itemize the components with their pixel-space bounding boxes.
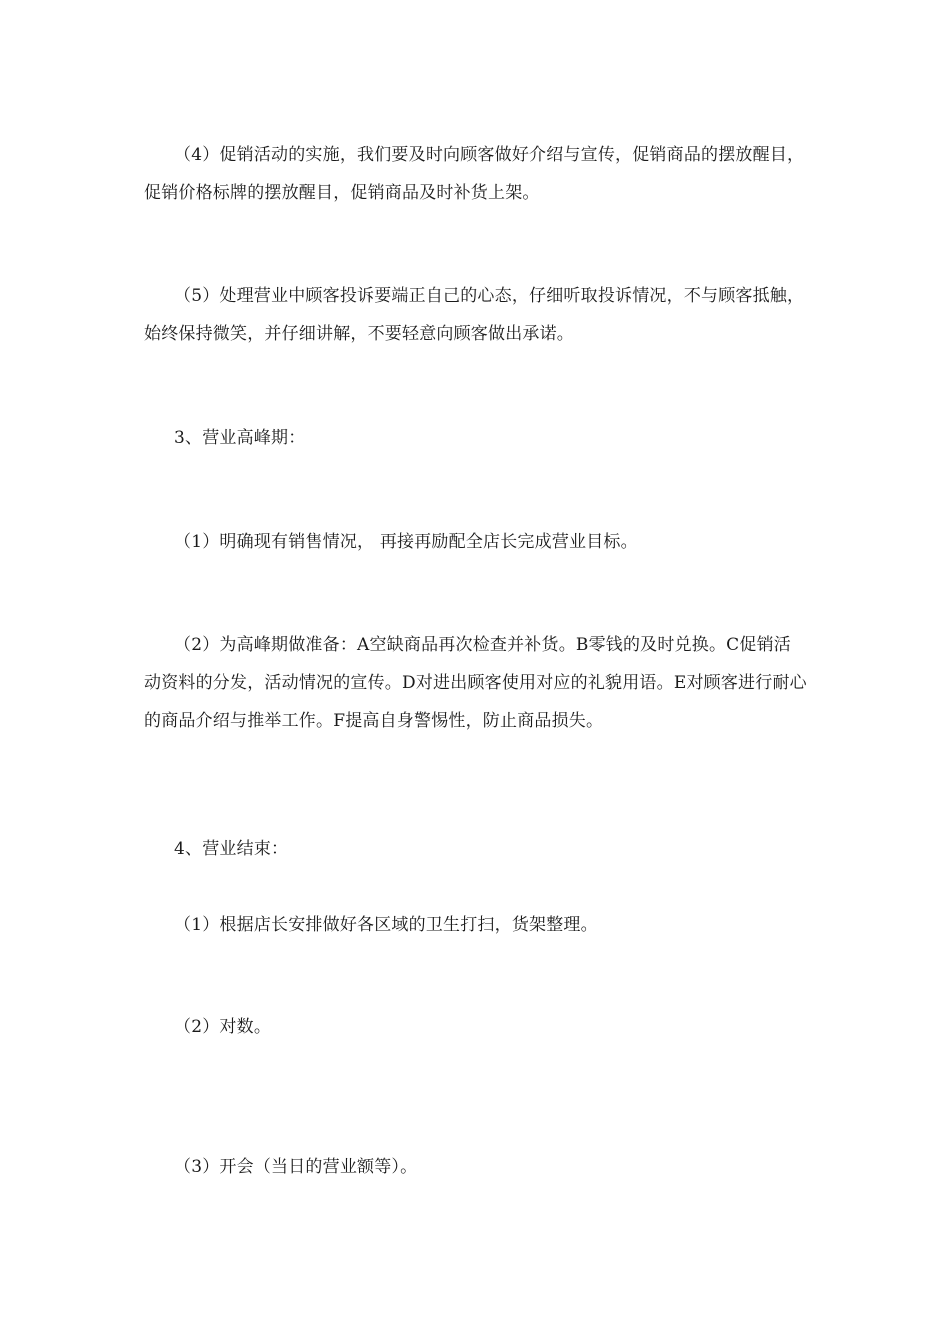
paragraph-meeting: （3）开会（当日的营业额等）。 bbox=[174, 1157, 418, 1177]
paragraph-complaint-handling: （5）处理营业中顾客投诉要端正自己的心态，仔细听取投诉情况，不与顾客抵触，始终保持微笑，并仔细讲解，不要轻意向顾客做出承诺。 bbox=[144, 286, 805, 344]
paragraph-sales-target: （1）明确现有销售情况， 再接再励配全店长完成营业目标。 bbox=[174, 532, 638, 552]
paragraph-peak-preparation: （2）为高峰期做准备：A空缺商品再次检查并补货。B零钱的及时兑换。C促销活动资料的分发，活动情况的宣传。D对进出顾客使用对应的礼貌用语。E对顾客进行耐心的商品介绍与推举工作。F提高自身警惕性，防止商品损失。 bbox=[144, 635, 807, 731]
section-heading-peak-period: 3、营业高峰期： bbox=[174, 428, 306, 448]
section-heading-closing: 4、营业结束： bbox=[174, 839, 289, 859]
paragraph-counting: （2）对数。 bbox=[174, 1017, 272, 1037]
paragraph-cleaning: （1）根据店长安排做好各区域的卫生打扫，货架整理。 bbox=[174, 915, 598, 935]
paragraph-promotion-implementation: （4）促销活动的实施，我们要及时向顾客做好介绍与宣传，促销商品的摆放醒目，促销价格标牌的摆放醒目，促销商品及时补货上架。 bbox=[144, 145, 805, 203]
